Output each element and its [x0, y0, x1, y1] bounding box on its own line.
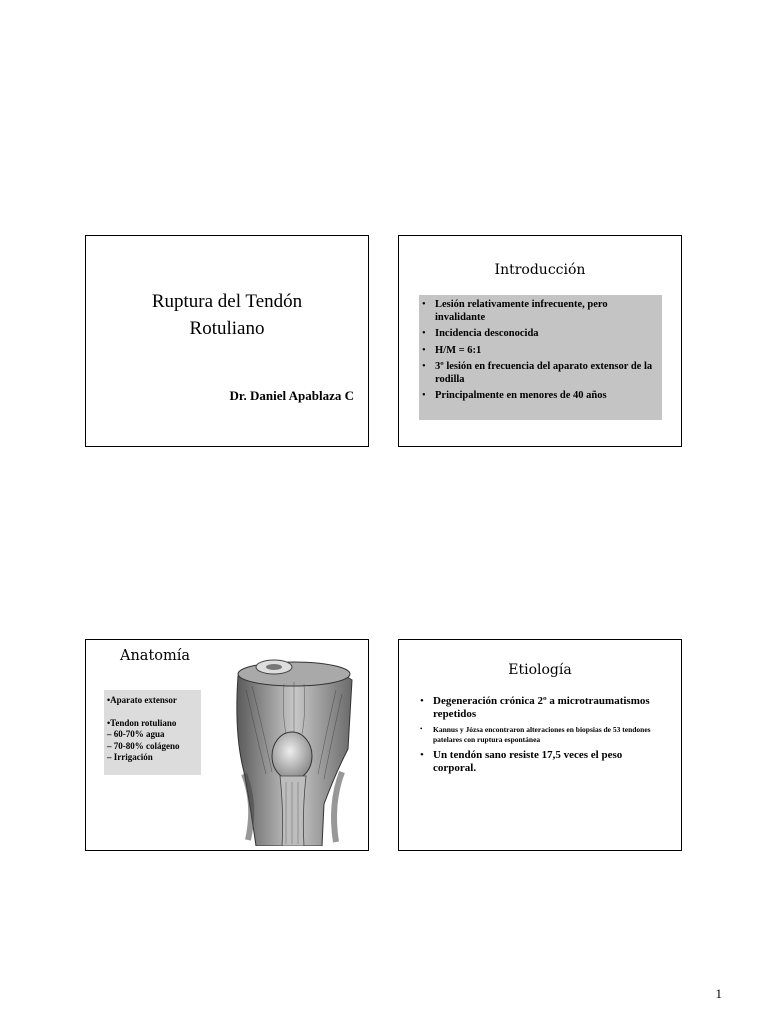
list-item: • 3º lesión en frecuencia del aparato extensor de la rodilla [421, 361, 656, 386]
list-item: • Degeneración crónica 2º a microtraumatismos repetidos [419, 695, 667, 721]
list-item: • Incidencia desconocida [421, 328, 656, 341]
slide-heading: Anatomía [120, 648, 191, 664]
presentation-title [86, 288, 368, 342]
slide-heading: Introducción [494, 262, 586, 278]
slide-title-page [85, 235, 369, 447]
page-number: 1 [715, 986, 722, 1001]
bullet-list [421, 299, 656, 403]
bullet-box [419, 295, 662, 420]
list-item: – Irrigación [107, 752, 153, 762]
slide-introduccion [398, 235, 682, 447]
anatomy-text-box [104, 690, 201, 775]
title-line-1: Ruptura del Tendón [151, 291, 303, 312]
bullet-list [419, 695, 667, 779]
knee-anatomy-illustration [226, 654, 361, 846]
title-line-2: Rotuliano [189, 318, 265, 339]
list-item: – 70-80% colágeno [107, 740, 180, 751]
list-item: • Lesión relativamente infrecuente, pero invalidante [421, 299, 656, 324]
list-item: • Un tendón sano resiste 17,5 veces el peso corporal. [419, 749, 667, 775]
list-item: – 60-70% agua [107, 729, 165, 739]
list-item: • H/M = 6:1 [421, 345, 656, 358]
author-name: Dr. Daniel Apablaza C [229, 388, 354, 403]
slide-etiologia [398, 639, 682, 851]
list-item: •Tendon rotuliano [107, 717, 177, 728]
list-item: •Aparato extensor [107, 695, 177, 705]
list-item: • Kannus y Józsa encontraron alteraciones en biopsias de 53 tendones patelares con ruptura espontánea [419, 725, 667, 744]
list-item: • Principalmente en menores de 40 años [421, 390, 656, 403]
slide-anatomia [85, 639, 369, 851]
slide-heading: Etiología [508, 662, 572, 678]
